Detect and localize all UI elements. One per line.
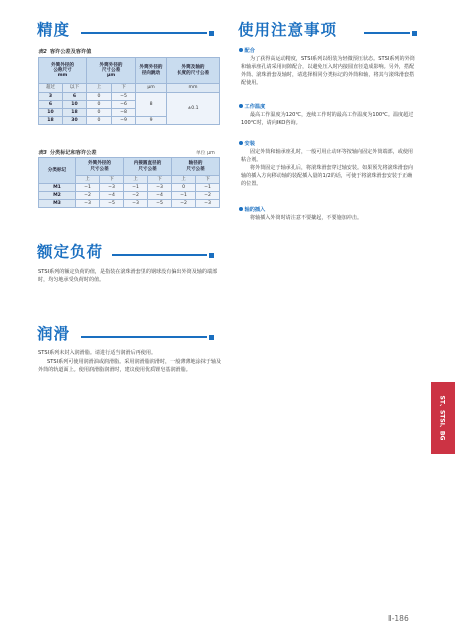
th-inscribed: 内接圆直径的 尺寸公差: [124, 158, 172, 176]
table3-caption-text: 分类标记和容许公差: [49, 150, 97, 156]
th-shaft: 轴径的 尺寸公差: [172, 158, 220, 176]
th-outer: 外筒外径的 尺寸公差: [76, 158, 124, 176]
section-temp-text: 最高工作温度为120℃，连续工作时的最高工作温度为100℃。温度超过100℃时，请向IKO咨询。: [241, 112, 414, 126]
cell: −2: [172, 200, 196, 208]
th-um: μm: [136, 84, 167, 93]
cell: −1: [124, 184, 148, 192]
section-mount-text: 固定外筒和轴承座孔时，一般可用止动环等按轴向固定外筒端部，或使用粘合剂。: [241, 149, 414, 163]
section-insert: [239, 206, 265, 213]
section-insert-text: 将轴插入外筒时请注意不要撬起，不要施加冲击。: [250, 215, 363, 221]
table3-caption: [38, 149, 97, 156]
th-lower: 下: [196, 176, 220, 184]
th-under: 以下: [63, 84, 87, 93]
cell: −4: [100, 192, 124, 200]
page-number: Ⅱ-186: [388, 614, 409, 623]
section-mount-heading: 安装: [244, 141, 255, 147]
cell-runout-a: 8: [136, 93, 167, 117]
th-over: 超过: [39, 84, 63, 93]
th-lower: 下: [148, 176, 172, 184]
series-side-tab-label: ST、STSI、BG: [438, 395, 446, 441]
cell: −5: [112, 93, 136, 101]
cell: 0: [87, 117, 112, 125]
section-fit-heading: 配合: [244, 48, 255, 54]
load-text: STSI系列的额定负荷的值，是指装在滚珠滑套里的钢球没有偏出外筒及轴的端部时，均匀地承受负荷时的值。: [38, 269, 218, 283]
cell: −2: [124, 192, 148, 200]
th-mm: mm: [167, 84, 220, 93]
cell: −2: [76, 192, 100, 200]
cell: 0: [172, 184, 196, 192]
bullet-icon: [239, 104, 243, 108]
th-lower: 下: [100, 176, 124, 184]
section-temp-heading: 工作温度: [244, 104, 266, 110]
cell-length-tol: ±0.1: [167, 93, 220, 125]
lube-text-1: STSI系列未封入润滑脂。请进行适当润滑后再使用。: [38, 350, 157, 356]
load-title-rule: [112, 252, 214, 258]
cell-runout-b: 9: [136, 117, 167, 125]
lube-text-2: STSI系列可使用润滑油或润滑脂。采用润滑脂润滑时，一般薄薄地涂抹于轴及外筒的轨道面上。使用润滑脂润滑时，建议使用优质锂皂基润滑脂。: [38, 359, 222, 373]
table2-caption: [38, 48, 91, 55]
table-row: [39, 200, 220, 208]
section-insert-heading: 轴的插入: [244, 207, 266, 213]
table-row: [39, 184, 220, 192]
bullet-icon: [239, 141, 243, 145]
section-temp: [239, 103, 265, 110]
cell: 18: [63, 109, 87, 117]
cell: −5: [100, 200, 124, 208]
section-fit: [239, 47, 255, 54]
table3-unit: 单位 μm: [196, 151, 215, 156]
class-mark-table: [38, 157, 220, 208]
cell: 0: [87, 101, 112, 109]
cell: −3: [148, 184, 172, 192]
notes-title: 使用注意事项: [238, 21, 338, 39]
cell: 0: [87, 93, 112, 101]
table2-caption-text: 容许公差及容许值: [49, 49, 92, 55]
cell: −1: [76, 184, 100, 192]
series-side-tab: [431, 382, 455, 454]
bullet-icon: [239, 207, 243, 211]
cell: −5: [148, 200, 172, 208]
load-title: 额定负荷: [37, 243, 104, 261]
th-lower: 下: [112, 84, 136, 93]
th-upper: 上: [172, 176, 196, 184]
table-row: [39, 192, 220, 200]
cell: −4: [148, 192, 172, 200]
cell: 18: [39, 117, 63, 125]
cell: −3: [76, 200, 100, 208]
section-mount: [239, 140, 255, 147]
cell: 30: [63, 117, 87, 125]
th-class: 分类标记: [39, 158, 76, 184]
cell: 10: [39, 109, 63, 117]
cell: 10: [63, 101, 87, 109]
th-nominal-dia: 外筒外径的 公称尺寸 mm: [39, 58, 87, 84]
lube-title-rule: [81, 334, 214, 340]
cell: −3: [196, 200, 220, 208]
cell: −8: [112, 109, 136, 117]
cell: −3: [124, 200, 148, 208]
accuracy-title-rule: [81, 30, 214, 36]
lube-title: 润滑: [37, 325, 71, 343]
cell-mark: M3: [39, 200, 76, 208]
table2-number: 表2: [38, 49, 47, 55]
cell: 3: [39, 93, 63, 101]
tolerance-table: [38, 57, 220, 125]
th-outer-tol: 外筒外径的 尺寸公差 μm: [87, 58, 136, 84]
th-upper: 上: [87, 84, 112, 93]
cell: −3: [100, 184, 124, 192]
cell-mark: M2: [39, 192, 76, 200]
cell: 6: [63, 93, 87, 101]
cell: −1: [172, 192, 196, 200]
th-upper: 上: [76, 176, 100, 184]
accuracy-title: 精度: [37, 21, 71, 39]
cell: −2: [196, 192, 220, 200]
section-fit-text: 为了获得高运动精度，STSI系列以组装为轻微预压状态。STSI系列的外筒和轴承座孔请采用间隙配合，以避免压入时内接圆直径造成影响。另外，搭配外筒、滚珠滑套及轴时，请选择相同分类标记的外筒和轴，将其与滚珠滑套搭配使用。: [241, 56, 415, 86]
section-mount-text-2: 将外筒固定于轴承孔后，将滚珠滑套穿过轴安装。如果预先将滚珠滑套向轴的插入方向移动轴的装配插入量的1/2的话，可使于将滚珠滑套安装于正确的位置。: [241, 165, 414, 187]
cell: −1: [196, 184, 220, 192]
cell: −6: [112, 101, 136, 109]
cell-mark: M1: [39, 184, 76, 192]
th-upper: 上: [124, 176, 148, 184]
cell: 0: [87, 109, 112, 117]
cell: −9: [112, 117, 136, 125]
table3-number: 表3: [38, 150, 47, 156]
table-row: [39, 93, 220, 101]
th-runout: 外筒外径的 径向跳动: [136, 58, 167, 84]
notes-title-rule: [364, 30, 417, 36]
cell: 6: [39, 101, 63, 109]
bullet-icon: [239, 48, 243, 52]
th-length-tol: 外筒及轴的 长度的尺寸公差: [167, 58, 220, 84]
